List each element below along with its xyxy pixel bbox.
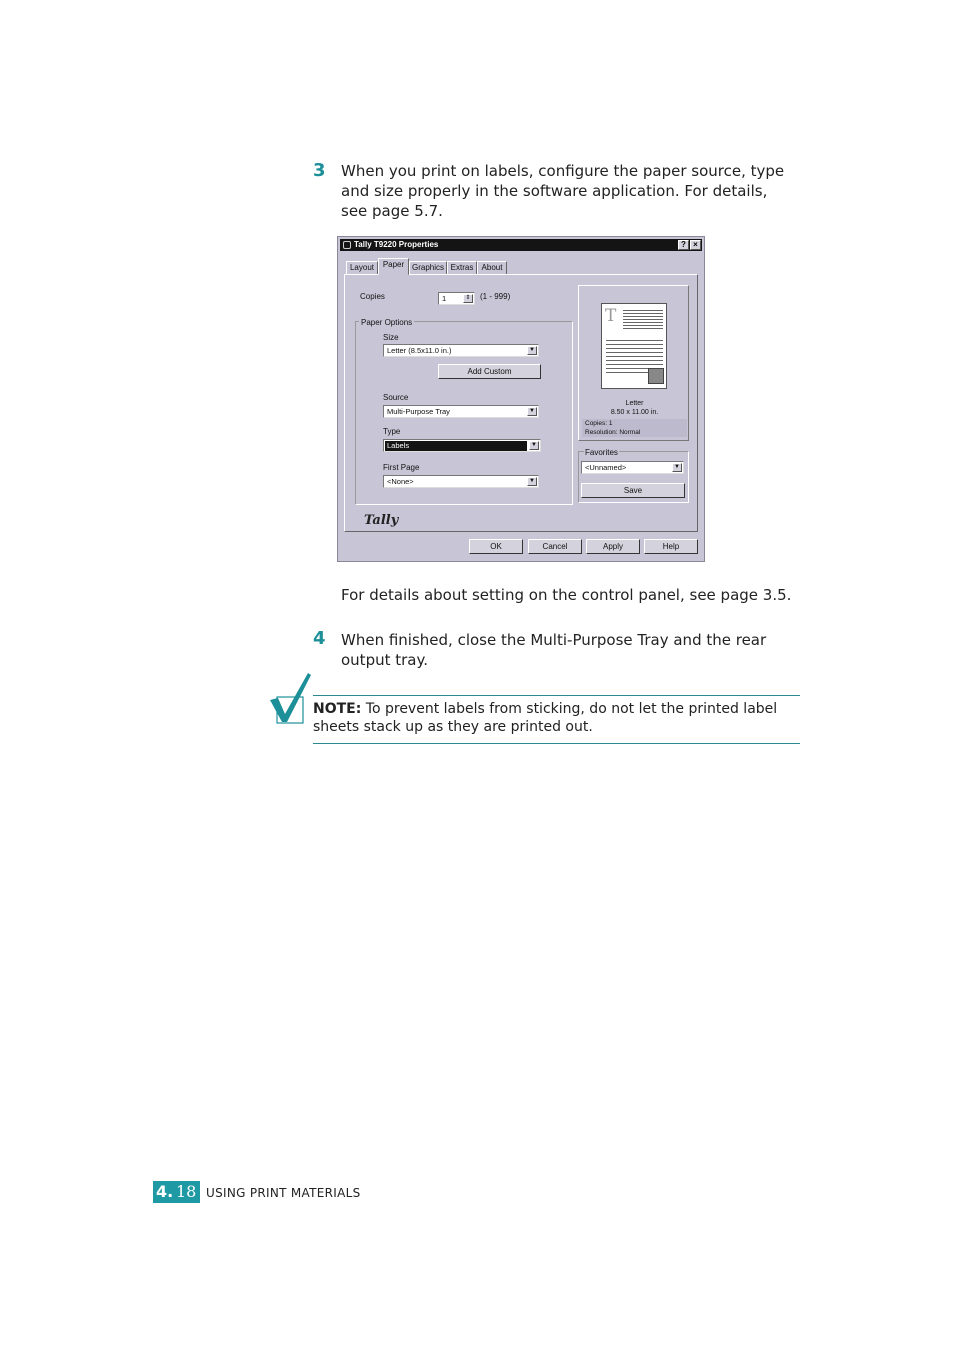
- chevron-down-icon[interactable]: ▼: [527, 346, 537, 355]
- help-question-button[interactable]: ?: [678, 240, 689, 250]
- type-label: Type: [383, 427, 401, 436]
- note-label: NOTE:: [313, 701, 362, 717]
- step-4-line: When finished, close the Multi-Purpose Tray and the rear: [341, 631, 767, 649]
- preview-copies: Copies: 1: [585, 420, 613, 427]
- dialog-title-bar: [340, 239, 702, 251]
- chevron-down-icon[interactable]: ▼: [527, 477, 537, 486]
- spinner-arrows-icon[interactable]: ⇕: [463, 294, 473, 303]
- printer-icon: [343, 241, 351, 249]
- step-number-4: 4: [313, 628, 326, 649]
- note-bottom-rule: [313, 743, 800, 744]
- size-select[interactable]: [383, 344, 539, 357]
- footer-title: USING PRINT MATERIALS: [206, 1186, 361, 1200]
- step-4-line: output tray.: [341, 651, 428, 669]
- preview-size: 8.50 x 11.00 in.: [610, 409, 659, 416]
- cancel-button[interactable]: Cancel: [528, 539, 582, 554]
- type-value: Labels: [385, 441, 527, 451]
- source-select[interactable]: [383, 405, 539, 418]
- copies-label: Copies: [360, 292, 385, 301]
- note-body-1: To prevent labels from sticking, do not let the printed label: [365, 701, 778, 717]
- note-line: [313, 700, 777, 718]
- add-custom-button[interactable]: Add Custom: [438, 364, 541, 379]
- step-3-line: When you print on labels, configure the paper source, type: [341, 162, 785, 180]
- tab-extras[interactable]: Extras: [447, 261, 477, 274]
- step-4-text: [341, 630, 766, 670]
- size-label: Size: [383, 333, 399, 342]
- checkmark-icon: [268, 670, 312, 726]
- preview-image-icon: [648, 368, 664, 384]
- step-3-line: and size properly in the software application. For details,: [341, 182, 768, 200]
- note-top-rule: [313, 695, 800, 696]
- ok-button[interactable]: OK: [469, 539, 523, 554]
- step-number-3: 3: [313, 160, 326, 181]
- favorites-label: Favorites: [585, 448, 618, 457]
- preview-paper: Letter: [625, 400, 644, 407]
- preview-letter: T: [605, 306, 617, 326]
- apply-button[interactable]: Apply: [586, 539, 640, 554]
- preview-panel: [578, 285, 689, 441]
- copies-range: (1 - 999): [480, 292, 511, 301]
- source-label: Source: [383, 393, 409, 402]
- type-select[interactable]: [383, 439, 541, 452]
- paper-options-label: Paper Options: [361, 318, 413, 327]
- step-3-line: see page 5.7.: [341, 202, 443, 220]
- tab-graphics[interactable]: Graphics: [409, 261, 447, 274]
- first-page-label: First Page: [383, 463, 420, 472]
- page-preview: [601, 303, 667, 389]
- tab-about[interactable]: About: [477, 261, 507, 274]
- printer-properties-dialog: [337, 236, 705, 562]
- first-page-select[interactable]: [383, 475, 539, 488]
- favorites-select[interactable]: [581, 461, 684, 474]
- preview-info-box: [582, 419, 687, 437]
- close-icon[interactable]: ×: [690, 240, 701, 250]
- source-value: Multi-Purpose Tray: [387, 407, 450, 416]
- size-value: Letter (8.5x11.0 in.): [387, 346, 452, 355]
- note-body-2: sheets stack up as they are printed out.: [313, 719, 593, 735]
- help-button[interactable]: Help: [644, 539, 698, 554]
- step-3-text: [341, 161, 784, 221]
- copies-input[interactable]: [438, 292, 475, 305]
- favorites-value: <Unnamed>: [585, 463, 627, 472]
- note-text: [313, 700, 777, 736]
- dialog-title: Tally T9220 Properties: [354, 240, 439, 249]
- first-page-value: <None>: [387, 477, 414, 486]
- chevron-down-icon[interactable]: ▼: [527, 407, 537, 416]
- control-panel-text: For details about setting on the control panel, see page 3.5.: [341, 586, 792, 604]
- paper-tab-panel: [344, 274, 698, 532]
- chapter-number: 4.: [156, 1182, 174, 1201]
- save-button[interactable]: Save: [581, 483, 685, 498]
- chevron-down-icon[interactable]: ▼: [529, 441, 539, 450]
- chevron-down-icon[interactable]: ▼: [672, 463, 682, 472]
- tally-logo: Tally: [364, 513, 399, 528]
- tab-paper[interactable]: Paper: [378, 258, 409, 275]
- preview-lines: [623, 310, 663, 311]
- preview-resolution: Resolution: Normal: [585, 429, 641, 436]
- copies-value: 1: [442, 294, 447, 303]
- page-number: 18: [176, 1182, 197, 1201]
- preview-lines: [606, 340, 663, 341]
- tab-layout[interactable]: Layout: [346, 261, 378, 274]
- page-number-badge: [153, 1181, 200, 1203]
